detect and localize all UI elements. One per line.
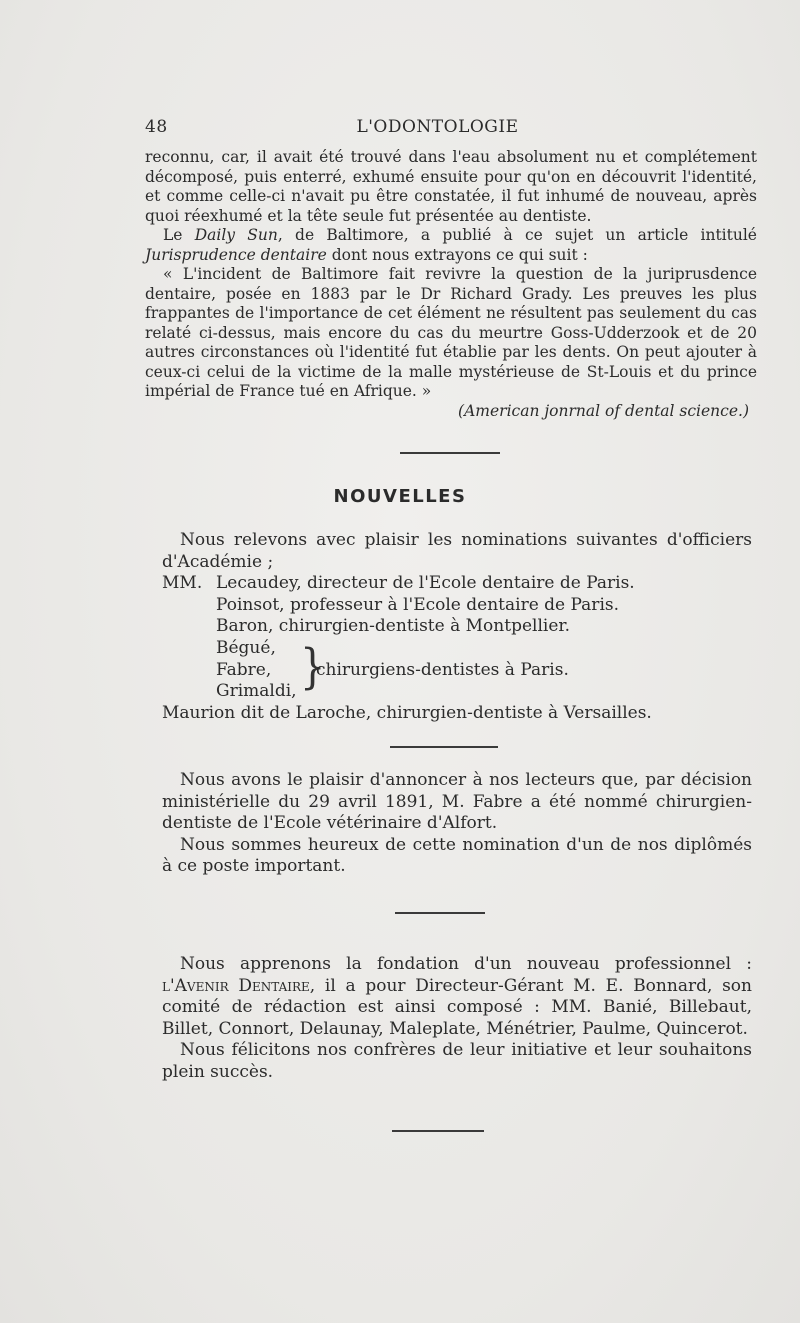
fabre-paragraph-2: Nous sommes heureux de cette nomination d'un de nos diplômés à ce poste important.: [162, 834, 752, 877]
section-title: NOUVELLES: [333, 486, 467, 507]
continuation-text: [145, 148, 757, 421]
quotation: « L'incident de Baltimore fait revivre la question de la juriprusdence dentaire, posée en 1883 par le Dr Richard Grady. Les preuves les plus frappantes de l'importance de cet élément ne résultent pas seulement du cas relaté ci-dessus, mais encore du cas du meurtre Goss-Udderzook et de 20 autres circonstances où l'identité fut établie par les dents. On peut ajouter à ceux-ci celui de la victime de la malle mystérieuse de St-Louis et du prince impérial de France tué en Afrique. »: [145, 265, 757, 400]
article-title: Jurisprudence dentaire: [145, 245, 327, 264]
paragraph-daily-sun: [145, 226, 757, 265]
nominee-name: Fabre,: [216, 659, 272, 680]
avenir-paragraph-2: Nous félicitons nos confrères de leur initiative et leur souhaitons plein succès.: [162, 1040, 752, 1082]
text-run: Nous apprenons la fondation d'un nouveau professionnel :: [180, 954, 752, 974]
running-header: [145, 117, 730, 141]
divider-rule: [395, 912, 485, 914]
running-title: L'ODONTOLOGIE: [356, 117, 519, 137]
page-number: 48: [145, 117, 168, 137]
text-run: dont nous extrayons ce qui suit :: [326, 245, 588, 264]
nomination-row: Poinsot, professeur à l'Ecole dentaire de Paris.: [216, 594, 620, 615]
nomination-row: Maurion dit de Laroche, chirurgien-dentiste à Versailles.: [162, 702, 652, 723]
paragraph-continued: reconnu, car, il avait été trouvé dans l'eau absolument nu et complétement décomposé, puis enterré, exhumé ensuite pour qu'on en découvrit l'identité, et comme celle-ci n'avait pu être constatée, il fut inhumé de nouveau, après quoi réexhumé et la tête seule fut présentée au dentiste.: [145, 148, 757, 225]
avenir-announcement: [162, 954, 752, 1084]
divider-rule: [392, 1130, 484, 1132]
nominations-section: [162, 530, 752, 725]
fabre-announcement: [162, 770, 752, 878]
newspaper-name: Daily Sun: [194, 226, 278, 244]
avenir-paragraph: [162, 954, 752, 1040]
nominations-intro: Nous relevons avec plaisir les nominations suivantes d'officiers d'Académie ;: [162, 530, 752, 572]
divider-rule: [390, 746, 498, 748]
text-run: , il a pour Directeur-Gérant M. E. Bonnard, son comité de rédaction est ainsi composé : MM. Banié, Billebaut, Billet, Connort, Delaunay, Maleplate, Ménétrier, Paulme, Quincerot.: [162, 975, 752, 1039]
source-citation: (American jonrnal of dental science.): [458, 401, 749, 420]
nomination-text: Lecaudey, directeur de l'Ecole dentaire de Paris.: [216, 573, 635, 594]
nomination-row: [162, 573, 752, 595]
nominee-name: Bégué,: [216, 637, 276, 658]
nomination-row: Baron, chirurgien-dentiste à Montpellier.: [216, 616, 571, 637]
mm-label: MM.: [162, 573, 203, 594]
nomination-brace-group: [162, 638, 752, 703]
fabre-paragraph: Nous avons le plaisir d'annoncer à nos lecteurs que, par décision ministérielle du 29 avril 1891, M. Fabre a été nommé chirurgien-dentiste de l'Ecole vétérinaire d'Alfort.: [162, 770, 752, 834]
text-run: , de Baltimore, a publié à ce sujet un article intitulé: [277, 226, 757, 244]
nominee-group-title: chirurgiens-dentistes à Paris.: [316, 659, 569, 680]
journal-name: l'Avenir Dentaire: [162, 975, 310, 996]
nominee-name: Grimaldi,: [216, 681, 297, 702]
text-run: Le: [163, 226, 195, 244]
divider-rule: [400, 452, 500, 454]
brace-glyph: }: [300, 639, 326, 695]
